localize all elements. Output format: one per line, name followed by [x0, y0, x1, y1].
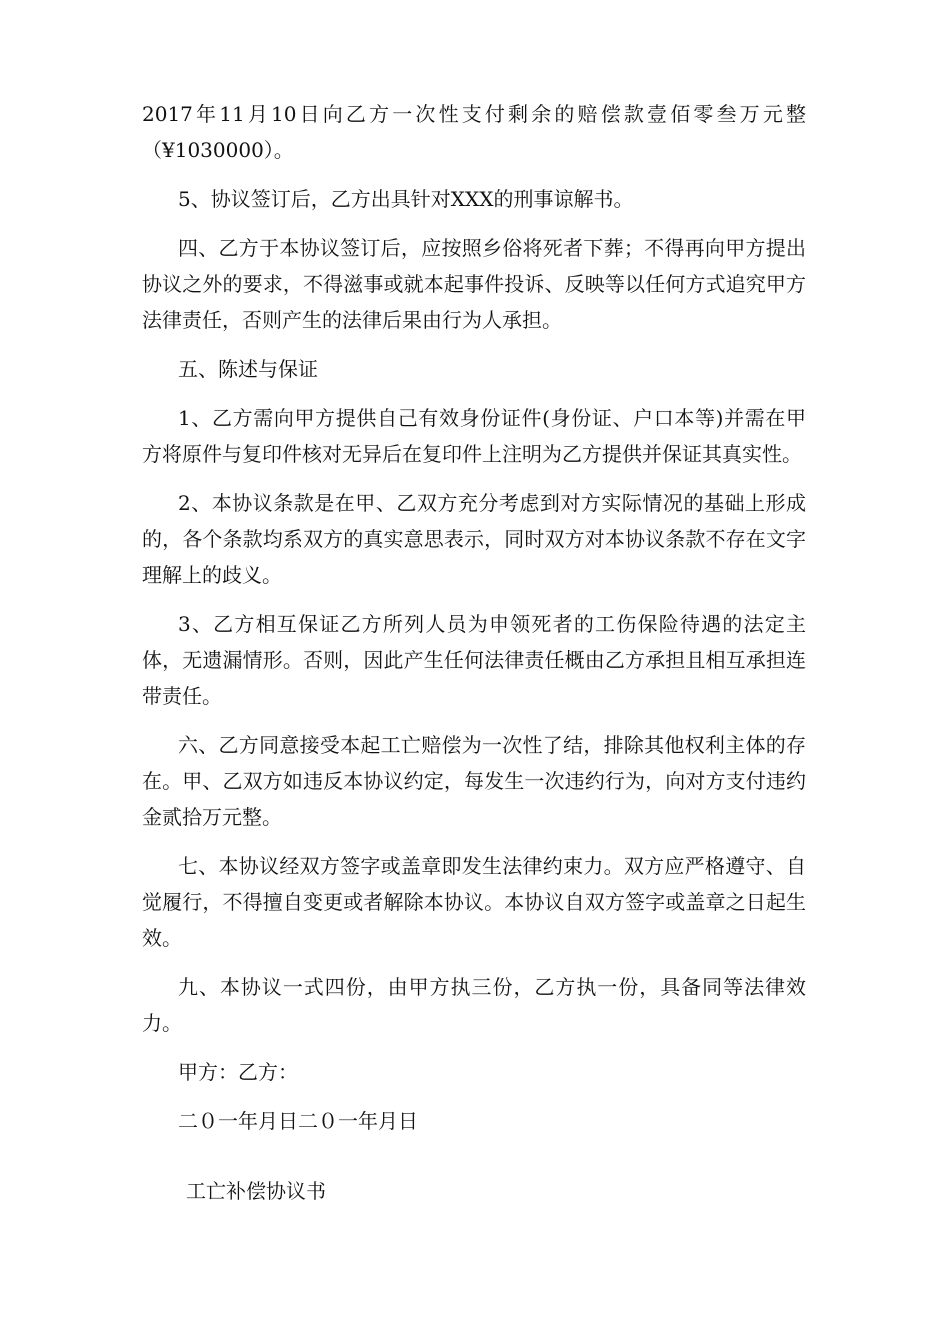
document-body	[142, 96, 806, 1152]
date-line: 二０一年月日二０一年月日	[178, 1109, 418, 1133]
paragraph-payment-remainder: 2017年11月10日向乙方一次性支付剩余的赔偿款壹佰零叁万元整（¥1030000）。	[142, 102, 806, 162]
paragraph-section-6: 六、乙方同意接受本起工亡赔偿为一次性了结，排除其他权利主体的存在。甲、乙双方如违反本协议约定，每发生一次违约行为，向对方支付违约金贰拾万元整。	[142, 733, 806, 829]
paragraph-section-4: 四、乙方于本协议签订后，应按照乡俗将死者下葬；不得再向甲方提出协议之外的要求，不得滋事或就本起事件投诉、反映等以任何方式追究甲方法律责任，否则产生的法律后果由行为人承担。	[142, 236, 806, 332]
footer-document-title: 工亡补偿协议书	[186, 1179, 326, 1203]
paragraph-warranty-3: 3、乙方相互保证乙方所列人员为申领死者的工伤保险待遇的法定主体，无遗漏情形。否则，因此产生任何法律责任概由乙方承担且相互承担连带责任。	[142, 612, 806, 708]
paragraph-section-7: 七、本协议经双方签字或盖章即发生法律约束力。双方应严格遵守、自觉履行，不得擅自变更或者解除本协议。本协议自双方签字或盖章之日起生效。	[142, 854, 806, 950]
paragraph-clause-5: 5、协议签订后，乙方出具针对XXX的刑事谅解书。	[178, 187, 634, 211]
paragraph-warranty-1: 1、乙方需向甲方提供自己有效身份证件(身份证、户口本等)并需在甲方将原件与复印件核对无异后在复印件上注明为乙方提供并保证其真实性。	[142, 406, 806, 466]
section-heading-5: 五、陈述与保证	[178, 357, 318, 381]
paragraph-section-9: 九、本协议一式四份，由甲方执三份，乙方执一份，具备同等法律效力。	[142, 975, 806, 1035]
paragraph-warranty-2: 2、本协议条款是在甲、乙双方充分考虑到对方实际情况的基础上形成的，各个条款均系双方的真实意思表示，同时双方对本协议条款不存在文字理解上的歧义。	[142, 491, 806, 587]
signature-line: 甲方：乙方：	[178, 1060, 298, 1084]
